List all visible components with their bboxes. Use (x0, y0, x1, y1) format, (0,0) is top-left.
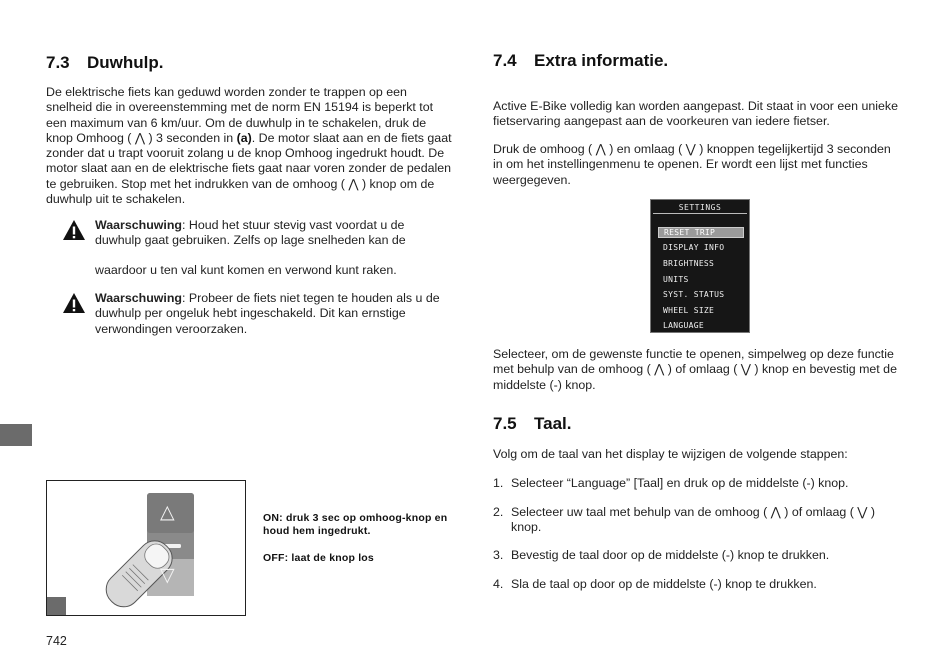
settings-item-display-info: DISPLAY INFO (663, 243, 725, 252)
warning-icon (62, 292, 86, 314)
paragraph-bold-ref: (a) (236, 130, 252, 145)
step-number: 1. (493, 476, 504, 490)
step-text: Bevestig de taal door op de middelste (-) knop te drukken. (511, 548, 830, 562)
push-assist-figure (46, 480, 246, 616)
figure-off-label: OFF: laat de knop los (263, 552, 374, 564)
settings-item-reset-trip: RESET TRIP (658, 227, 744, 238)
duwhulp-paragraph (46, 85, 456, 207)
warning-2 (95, 291, 453, 337)
settings-item-syst-status: SYST. STATUS (663, 290, 725, 299)
section-number: 7.3 (46, 53, 70, 72)
extra-info-paragraph-2: Druk de omhoog ( ⋀ ) en omlaag ( ⋁ ) knoppen tegelijkertijd 3 seconden in om het instellingenmenu te openen. Er wordt een lijst met functies weergegeven. (493, 142, 891, 187)
settings-menu-display (650, 199, 750, 333)
settings-item-units: UNITS (663, 275, 689, 284)
warning-1 (95, 218, 447, 249)
section-7-4-heading (493, 51, 668, 71)
down-arrow-icon: ▽ (160, 565, 175, 586)
step-text: Selecteer uw taal met behulp van de omhoog ( ⋀ ) of omlaag ( ⋁ ) knop. (511, 505, 876, 535)
section-title: Taal. (534, 414, 572, 433)
language-intro: Volg om de taal van het display te wijzigen de volgende stappen: (493, 447, 848, 461)
warning-icon (62, 219, 86, 241)
remote-illustration (47, 481, 245, 615)
step-number: 2. (493, 505, 504, 519)
settings-title: SETTINGS (653, 202, 747, 214)
list-item (493, 577, 905, 593)
warning-text: : Probeer de fiets niet tegen te houden als u de duwhulp per ongeluk hebt ingeschakeld. Dit kan ernstige verwondingen veroorzaken. (95, 291, 440, 336)
settings-item-language: LANGUAGE (663, 321, 704, 330)
section-title: Duwhulp. (87, 53, 164, 72)
paragraph-text: . De motor slaat aan en de fiets gaat zonder dat u trapt vooruit zolang u de knop Omhoog ingedrukt houdt. De motor slaat aan en de elektrische fiets gaat naar voren zonder de pedalen te gebruiken. Stop met het indrukken van de omhoog ( ⋀ ) knop om de duwhulp uit te schakelen. (46, 130, 452, 207)
warning-label: Waarschuwing (95, 291, 182, 305)
extra-info-paragraph-3: Selecteer, om de gewenste functie te openen, simpelweg op deze functie met behulp van de omhoog ( ⋀ ) of omlaag ( ⋁ ) knop en bevestig met de middelste (-) knop. (493, 347, 897, 392)
section-7-3-heading (46, 53, 163, 73)
extra-info-paragraph-1: Active E-Bike volledig kan worden aangepast. Dit staat in voor een unieke fietservaring aangepast aan de voorkeuren van iedere fietser. (493, 99, 898, 129)
warning-label: Waarschuwing (95, 218, 182, 232)
chapter-tab (0, 424, 32, 446)
section-number: 7.4 (493, 51, 517, 70)
section-7-5-heading (493, 414, 571, 434)
settings-item-brightness: BRIGHTNESS (663, 259, 715, 268)
page-number: 742 (46, 634, 67, 648)
step-number: 3. (493, 548, 504, 562)
settings-item-wheel-size: WHEEL SIZE (663, 306, 715, 315)
step-text: Sla de taal op door op de middelste (-) knop te drukken. (511, 577, 817, 591)
warning-text: : Houd het stuur stevig vast voordat u de duwhulp gaat gebruiken. Zelfs op lage snelheden kan de (95, 218, 406, 248)
section-number: 7.5 (493, 414, 517, 433)
paragraph-text: De elektrische fiets kan geduwd worden zonder te trappen op een snelheid die in overeenstemming met de norm EN 15194 is beperkt tot een maximum van 6 km/uur. Om de duwhulp in te schakelen, druk de knop Omhoog ( ⋀ ) 3 seconden in (46, 85, 434, 145)
list-item (493, 505, 905, 537)
list-item (493, 476, 905, 492)
step-text: Selecteer “Language” [Taal] en druk op de middelste (-) knop. (511, 476, 849, 490)
warning-1-continued: waardoor u ten val kunt komen en verwond kunt raken. (95, 263, 397, 277)
figure-on-label: ON: druk 3 sec op omhoog-knop en houd hem ingedrukt. (263, 512, 448, 537)
up-arrow-icon: △ (160, 502, 175, 523)
list-item (493, 548, 905, 564)
step-number: 4. (493, 577, 504, 591)
section-title: Extra informatie. (534, 51, 669, 70)
